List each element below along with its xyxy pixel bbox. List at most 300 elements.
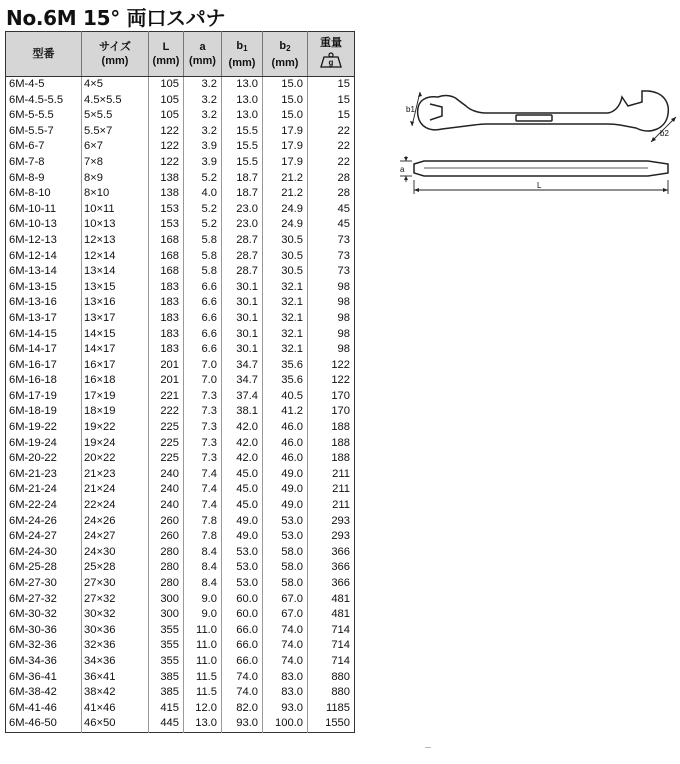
cell-b1: 74.0: [222, 685, 263, 701]
cell-length: 201: [149, 373, 184, 389]
cell-model: 6M-8-10: [9, 187, 51, 200]
cell-length: 183: [149, 280, 184, 296]
cell-weight: 714: [308, 623, 355, 639]
cell-weight: 122: [308, 373, 355, 389]
cell-thickness: 3.2: [184, 77, 222, 93]
table-row: [6, 685, 355, 701]
cell-weight: 98: [308, 311, 355, 327]
cell-b2: 15.0: [263, 108, 308, 124]
cell-length: 240: [149, 498, 184, 514]
cell-thickness: 5.2: [184, 217, 222, 233]
cell-thickness: 6.6: [184, 295, 222, 311]
cell-size: 21×24: [82, 482, 149, 498]
cell-b1: 30.1: [222, 280, 263, 296]
cell-weight: 98: [308, 295, 355, 311]
cell-b1: 34.7: [222, 358, 263, 374]
cell-size: 24×26: [82, 514, 149, 530]
cell-model: 6M-4-5: [9, 78, 45, 90]
cell-b2: 83.0: [263, 670, 308, 686]
cell-b2: 100.0: [263, 716, 308, 732]
cell-thickness: 6.6: [184, 327, 222, 343]
cell-b2: 32.1: [263, 342, 308, 358]
cell-size: 30×32: [82, 607, 149, 623]
table-row: [6, 202, 355, 218]
cell-b1: 18.7: [222, 186, 263, 202]
cell-length: 385: [149, 670, 184, 686]
cell-weight: 22: [308, 139, 355, 155]
cell-weight: 293: [308, 529, 355, 545]
cell-size: 7×8: [82, 155, 149, 171]
cell-b2: 58.0: [263, 545, 308, 561]
cell-thickness: 9.0: [184, 592, 222, 608]
table-row: [6, 420, 355, 436]
cell-length: 260: [149, 529, 184, 545]
table-row: [6, 638, 355, 654]
table-row: [6, 389, 355, 405]
cell-b2: 32.1: [263, 295, 308, 311]
cell-size: 32×36: [82, 638, 149, 654]
cell-length: 280: [149, 545, 184, 561]
cell-b2: 32.1: [263, 327, 308, 343]
cell-b2: 46.0: [263, 420, 308, 436]
cell-size: 16×17: [82, 358, 149, 374]
cell-b1: 53.0: [222, 560, 263, 576]
cell-thickness: 3.2: [184, 124, 222, 140]
cell-thickness: 11.0: [184, 654, 222, 670]
cell-model: 6M-21-23: [9, 467, 57, 480]
cell-weight: 1185: [308, 701, 355, 717]
label-b2: b2: [660, 129, 669, 138]
cell-b1: 53.0: [222, 576, 263, 592]
cell-size: 41×46: [82, 701, 149, 717]
table-row: [6, 108, 355, 124]
cell-thickness: 11.0: [184, 623, 222, 639]
table-row: [6, 623, 355, 639]
cell-b2: 67.0: [263, 592, 308, 608]
cell-weight: 45: [308, 217, 355, 233]
cell-length: 280: [149, 560, 184, 576]
cell-b2: 35.6: [263, 373, 308, 389]
table-row: [6, 451, 355, 467]
cell-size: 20×22: [82, 451, 149, 467]
table-row: [6, 155, 355, 171]
cell-b2: 46.0: [263, 436, 308, 452]
table-row: [6, 498, 355, 514]
cell-b2: 74.0: [263, 638, 308, 654]
cell-size: 24×30: [82, 545, 149, 561]
cell-model: 6M-25-28: [9, 561, 57, 574]
label-L: L: [537, 181, 542, 190]
cell-size: 10×13: [82, 217, 149, 233]
cell-weight: 188: [308, 420, 355, 436]
table-row: [6, 592, 355, 608]
cell-thickness: 7.3: [184, 420, 222, 436]
cell-b1: 13.0: [222, 77, 263, 93]
cell-length: 138: [149, 186, 184, 202]
cell-model: 6M-7-8: [9, 155, 45, 168]
cell-thickness: 7.0: [184, 373, 222, 389]
cell-weight: 73: [308, 249, 355, 265]
cell-model: 6M-24-27: [9, 530, 57, 543]
cell-model: 6M-36-41: [9, 670, 57, 683]
table-row: [6, 77, 355, 93]
cell-size: 30×36: [82, 623, 149, 639]
cell-model: 6M-13-15: [9, 280, 57, 293]
cell-length: 122: [149, 139, 184, 155]
cell-b2: 17.9: [263, 124, 308, 140]
cell-thickness: 3.2: [184, 93, 222, 109]
cell-weight: 211: [308, 498, 355, 514]
cell-length: 280: [149, 576, 184, 592]
cell-weight: 73: [308, 233, 355, 249]
cell-model: 6M-16-17: [9, 358, 57, 371]
weight-icon: [319, 52, 343, 68]
wrench-top-view: [418, 91, 669, 131]
cell-b2: 58.0: [263, 576, 308, 592]
cell-thickness: 4.0: [184, 186, 222, 202]
table-row: [6, 295, 355, 311]
cell-thickness: 7.3: [184, 451, 222, 467]
cell-length: 183: [149, 327, 184, 343]
svg-text:g: g: [328, 58, 334, 67]
cell-model: 6M-19-24: [9, 436, 57, 449]
cell-weight: 714: [308, 654, 355, 670]
table-row: [6, 217, 355, 233]
cell-size: 38×42: [82, 685, 149, 701]
table-row: [6, 249, 355, 265]
cell-model: 6M-12-14: [9, 249, 57, 262]
cell-length: 225: [149, 420, 184, 436]
cell-b1: 42.0: [222, 420, 263, 436]
cell-model: 6M-13-17: [9, 311, 57, 324]
cell-b2: 17.9: [263, 139, 308, 155]
cell-b2: 21.2: [263, 186, 308, 202]
cell-b2: 35.6: [263, 358, 308, 374]
table-row: [6, 529, 355, 545]
cell-size: 21×23: [82, 467, 149, 483]
cell-model: 6M-19-22: [9, 421, 57, 434]
cell-thickness: 3.9: [184, 139, 222, 155]
cell-model: 6M-18-19: [9, 405, 57, 418]
cell-b1: 15.5: [222, 124, 263, 140]
cell-length: 201: [149, 358, 184, 374]
cell-b2: 53.0: [263, 514, 308, 530]
cell-weight: 1550: [308, 716, 355, 732]
cell-thickness: 9.0: [184, 607, 222, 623]
cell-b2: 74.0: [263, 623, 308, 639]
cell-size: 4.5×5.5: [82, 93, 149, 109]
cell-size: 6×7: [82, 139, 149, 155]
cell-thickness: 5.2: [184, 171, 222, 187]
cell-b1: 28.7: [222, 249, 263, 265]
cell-b2: 53.0: [263, 529, 308, 545]
cell-size: 27×30: [82, 576, 149, 592]
cell-b1: 30.1: [222, 311, 263, 327]
cell-size: 27×32: [82, 592, 149, 608]
cell-model: 6M-22-24: [9, 499, 57, 512]
cell-weight: 28: [308, 171, 355, 187]
cell-model: 6M-16-18: [9, 374, 57, 387]
table-row: [6, 327, 355, 343]
cell-size: 22×24: [82, 498, 149, 514]
cell-length: 168: [149, 233, 184, 249]
table-row: [6, 467, 355, 483]
cell-weight: 45: [308, 202, 355, 218]
cell-length: 138: [149, 171, 184, 187]
header-size: サイズ (mm): [82, 32, 149, 77]
header-length: L (mm): [149, 32, 184, 77]
cell-thickness: 7.3: [184, 389, 222, 405]
cell-thickness: 6.6: [184, 280, 222, 296]
cell-thickness: 7.8: [184, 529, 222, 545]
table-row: [6, 264, 355, 280]
cell-weight: 22: [308, 124, 355, 140]
cell-thickness: 8.4: [184, 560, 222, 576]
cell-b1: 74.0: [222, 670, 263, 686]
cell-size: 34×36: [82, 654, 149, 670]
cell-thickness: 12.0: [184, 701, 222, 717]
cell-b2: 74.0: [263, 654, 308, 670]
cell-b2: 49.0: [263, 467, 308, 483]
cell-size: 18×19: [82, 404, 149, 420]
cell-weight: 366: [308, 545, 355, 561]
cell-weight: 98: [308, 327, 355, 343]
cell-size: 12×13: [82, 233, 149, 249]
table-row: [6, 93, 355, 109]
cell-b1: 15.5: [222, 155, 263, 171]
header-thickness: a (mm): [184, 32, 222, 77]
cell-model: 6M-27-32: [9, 592, 57, 605]
cell-size: 19×24: [82, 436, 149, 452]
cell-model: 6M-30-32: [9, 608, 57, 621]
cell-thickness: 5.2: [184, 202, 222, 218]
table-row: [6, 716, 355, 732]
table-row: [6, 701, 355, 717]
header-b1: $b_1$ (mm): [222, 32, 263, 77]
cell-b1: 49.0: [222, 529, 263, 545]
divider: [425, 747, 431, 748]
cell-b1: 66.0: [222, 638, 263, 654]
cell-length: 122: [149, 155, 184, 171]
cell-weight: 188: [308, 451, 355, 467]
cell-model: 6M-30-36: [9, 623, 57, 636]
cell-model: 6M-41-46: [9, 701, 57, 714]
cell-b2: 30.5: [263, 249, 308, 265]
cell-b1: 42.0: [222, 451, 263, 467]
cell-length: 122: [149, 124, 184, 140]
cell-model: 6M-14-17: [9, 343, 57, 356]
cell-b1: 28.7: [222, 233, 263, 249]
cell-b2: 21.2: [263, 171, 308, 187]
cell-weight: 188: [308, 436, 355, 452]
cell-model: 6M-27-30: [9, 577, 57, 589]
cell-b1: 28.7: [222, 264, 263, 280]
cell-b2: 15.0: [263, 93, 308, 109]
cell-weight: 481: [308, 592, 355, 608]
cell-thickness: 7.4: [184, 467, 222, 483]
cell-length: 260: [149, 514, 184, 530]
cell-weight: 211: [308, 482, 355, 498]
cell-size: 4×5: [82, 77, 149, 93]
cell-b2: 40.5: [263, 389, 308, 405]
cell-length: 355: [149, 638, 184, 654]
cell-size: 14×15: [82, 327, 149, 343]
cell-b1: 49.0: [222, 514, 263, 530]
cell-b1: 18.7: [222, 171, 263, 187]
cell-model: 6M-34-36: [9, 654, 57, 667]
cell-weight: 481: [308, 607, 355, 623]
cell-model: 6M-38-42: [9, 686, 57, 699]
table-row: [6, 342, 355, 358]
cell-b2: 93.0: [263, 701, 308, 717]
cell-size: 8×10: [82, 186, 149, 202]
cell-size: 13×14: [82, 264, 149, 280]
wrench-side-view: [414, 161, 668, 176]
cell-b2: 49.0: [263, 482, 308, 498]
cell-length: 221: [149, 389, 184, 405]
table-row: [6, 560, 355, 576]
cell-b1: 15.5: [222, 139, 263, 155]
cell-length: 355: [149, 623, 184, 639]
header-weight: 重量 g: [308, 32, 355, 77]
table-row: [6, 124, 355, 140]
cell-weight: 98: [308, 342, 355, 358]
cell-b1: 34.7: [222, 373, 263, 389]
cell-b2: 17.9: [263, 155, 308, 171]
cell-thickness: 13.0: [184, 716, 222, 732]
cell-b2: 30.5: [263, 264, 308, 280]
cell-b1: 53.0: [222, 545, 263, 561]
cell-model: 6M-13-16: [9, 296, 57, 309]
table-row: [6, 654, 355, 670]
cell-thickness: 5.8: [184, 264, 222, 280]
cell-model: 6M-24-26: [9, 514, 57, 527]
cell-thickness: 7.4: [184, 498, 222, 514]
table-row: [6, 373, 355, 389]
cell-b2: 15.0: [263, 77, 308, 93]
cell-size: 5.5×7: [82, 124, 149, 140]
cell-model: 6M-10-11: [9, 202, 57, 215]
cell-length: 445: [149, 716, 184, 732]
table-row: [6, 404, 355, 420]
cell-model: 6M-5-5.5: [9, 109, 54, 122]
cell-b1: 13.0: [222, 93, 263, 109]
cell-b1: 45.0: [222, 482, 263, 498]
table-row: [6, 607, 355, 623]
cell-b1: 66.0: [222, 623, 263, 639]
table-row: [6, 545, 355, 561]
cell-thickness: 11.5: [184, 670, 222, 686]
spec-table: [5, 31, 355, 733]
cell-b2: 83.0: [263, 685, 308, 701]
cell-length: 225: [149, 451, 184, 467]
cell-thickness: 11.0: [184, 638, 222, 654]
cell-b1: 60.0: [222, 607, 263, 623]
cell-thickness: 11.5: [184, 685, 222, 701]
cell-size: 16×18: [82, 373, 149, 389]
cell-weight: 28: [308, 186, 355, 202]
cell-length: 222: [149, 404, 184, 420]
cell-b1: 23.0: [222, 217, 263, 233]
cell-b2: 46.0: [263, 451, 308, 467]
cell-size: 8×9: [82, 171, 149, 187]
cell-b1: 82.0: [222, 701, 263, 717]
cell-b1: 45.0: [222, 467, 263, 483]
cell-b1: 30.1: [222, 342, 263, 358]
cell-b2: 32.1: [263, 311, 308, 327]
cell-length: 168: [149, 249, 184, 265]
cell-b1: 37.4: [222, 389, 263, 405]
table-row: [6, 171, 355, 187]
cell-size: 25×28: [82, 560, 149, 576]
cell-b1: 42.0: [222, 436, 263, 452]
cell-length: 183: [149, 342, 184, 358]
cell-length: 183: [149, 311, 184, 327]
cell-length: 105: [149, 77, 184, 93]
cell-thickness: 6.6: [184, 342, 222, 358]
cell-model: 6M-14-15: [9, 327, 57, 340]
cell-weight: 366: [308, 576, 355, 592]
cell-b2: 49.0: [263, 498, 308, 514]
cell-b2: 30.5: [263, 233, 308, 249]
cell-b2: 24.9: [263, 217, 308, 233]
cell-b1: 93.0: [222, 716, 263, 732]
cell-length: 225: [149, 436, 184, 452]
cell-length: 153: [149, 217, 184, 233]
cell-size: 13×15: [82, 280, 149, 296]
cell-size: 5×5.5: [82, 108, 149, 124]
cell-length: 105: [149, 93, 184, 109]
cell-b2: 58.0: [263, 560, 308, 576]
cell-model: 6M-46-50: [9, 717, 57, 730]
table-row: [6, 280, 355, 296]
wrench-diagram: [398, 88, 680, 198]
cell-b1: 23.0: [222, 202, 263, 218]
cell-weight: 211: [308, 467, 355, 483]
dimension-arrows: [404, 92, 676, 192]
cell-thickness: 3.2: [184, 108, 222, 124]
cell-b1: 38.1: [222, 404, 263, 420]
header-model: 型番: [6, 32, 82, 77]
header-b2: $b_2$ (mm): [263, 32, 308, 77]
cell-weight: 170: [308, 389, 355, 405]
cell-length: 240: [149, 482, 184, 498]
cell-model: 6M-24-30: [9, 545, 57, 558]
table-row: [6, 436, 355, 452]
cell-thickness: 7.0: [184, 358, 222, 374]
cell-model: 6M-21-24: [9, 483, 57, 496]
cell-model: 6M-5.5-7: [9, 124, 54, 137]
cell-b2: 41.2: [263, 404, 308, 420]
table-row: [6, 670, 355, 686]
table-row: [6, 311, 355, 327]
cell-model: 6M-17-19: [9, 389, 57, 402]
label-a: a: [400, 165, 405, 174]
cell-length: 415: [149, 701, 184, 717]
cell-thickness: 5.8: [184, 249, 222, 265]
cell-size: 24×27: [82, 529, 149, 545]
table-header-row: [6, 32, 355, 77]
cell-weight: 170: [308, 404, 355, 420]
cell-b1: 30.1: [222, 327, 263, 343]
cell-model: 6M-6-7: [9, 140, 45, 153]
cell-b2: 24.9: [263, 202, 308, 218]
cell-weight: 15: [308, 93, 355, 109]
cell-model: 6M-10-13: [9, 218, 57, 231]
cell-size: 13×16: [82, 295, 149, 311]
cell-size: 36×41: [82, 670, 149, 686]
cell-thickness: 7.3: [184, 436, 222, 452]
